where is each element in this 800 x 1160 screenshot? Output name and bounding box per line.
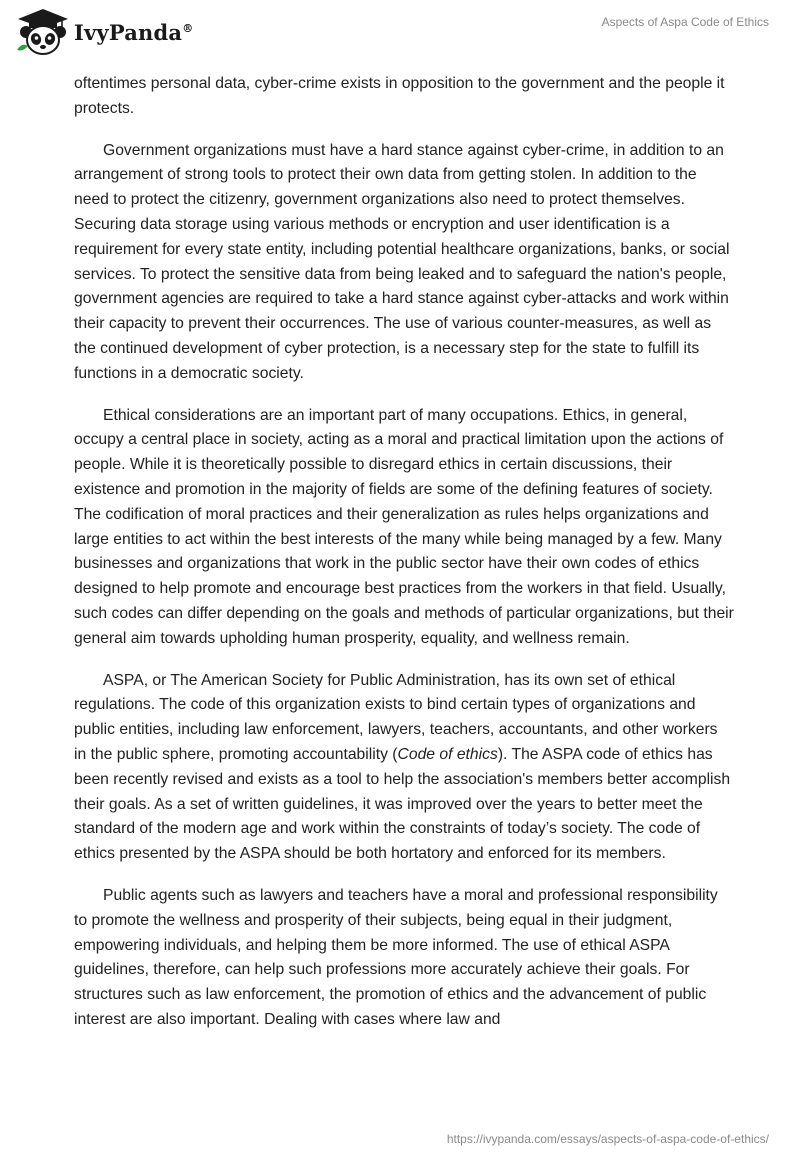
aspa-text-after-citation: ). The ASPA code of ethics has been recently revised and exists as a tool to help the association's members better accomplish their goals. As a set of written guidelines, it was improved over the years to better meet the standard of the modern age and work within the constraints of today’s society. The code of ethics presented by the ASPA should be both hortatory and enforced for its members. bbox=[74, 745, 731, 863]
brand-name bbox=[74, 20, 193, 45]
registered-mark: ® bbox=[182, 21, 194, 35]
paragraph-continuation: oftentimes personal data, cyber-crime exists in opposition to the government and the people it protects. bbox=[74, 75, 725, 117]
source-url[interactable]: https://ivypanda.com/essays/aspects-of-aspa-code-of-ethics/ bbox=[446, 1132, 769, 1146]
citation-code-of-ethics: Code of ethics bbox=[397, 745, 498, 763]
document-title: Aspects of Aspa Code of Ethics bbox=[601, 15, 769, 29]
brand-logo[interactable] bbox=[14, 8, 193, 56]
panda-graduate-icon bbox=[14, 8, 72, 56]
paragraph-aspa-code bbox=[74, 669, 734, 867]
paragraph-government-organizations: Government organizations must have a hard stance against cyber-crime, in addition to an arrangement of strong tools to protect their own data from getting stolen. In addition to the need to protect the citizenry, government organizations also need to protect themselves. Securing data storage using various methods or encryption and user identification is a requirement for every state entity, including potential healthcare organizations, banks, or social services. To protect the sensitive data from being leaked and to safeguard the nation's people, government agencies are required to take a hard stance against cyber-attacks and work within their capacity to prevent their occurrences. The use of various counter-measures, as well as the continued development of cyber protection, is a necessary step for the state to fulfill its functions in a democratic society. bbox=[74, 141, 730, 382]
paragraph-ethical-considerations: Ethical considerations are an important part of many occupations. Ethics, in general, occupy a central place in society, acting as a moral and practical limitation upon the actions of people. While it is theoretically possible to disregard ethics in certain discussions, their existence and promotion in the majority of fields are some of the defining features of society. The codification of moral practices and their generalization as rules helps organizations and large entities to act within the best interests of the many while being managed by a few. Many businesses and organizations that work in the public sector have their own codes of ethics designed to help promote and encourage best practices from the workers in that field. Usually, such codes can differ depending on the goals and methods of particular organizations, but their general aim towards upholding human prosperity, equality, and wellness remain. bbox=[74, 406, 734, 647]
paragraph-public-agents: Public agents such as lawyers and teachers have a moral and professional responsibility to promote the wellness and prosperity of their subjects, being equal in their judgment, empowering individuals, and helping them be more informed. The use of ethical ASPA guidelines, therefore, can help such professions more accurately achieve their goals. For structures such as law enforcement, the promotion of ethics and the advancement of public interest are also important. Dealing with cases where law and bbox=[74, 886, 718, 1028]
brand-name-text: IvyPanda bbox=[74, 19, 183, 45]
aspa-text-before-citation: ASPA, or The American Society for Public Administration, has its own set of ethical regulations. The code of this organization exists to bind certain types of organizations and public entities, including law enforcement, lawyers, teachers, accountants, and other workers in the public sphere, promoting accountability ( bbox=[74, 671, 718, 763]
essay-body bbox=[74, 72, 734, 1050]
